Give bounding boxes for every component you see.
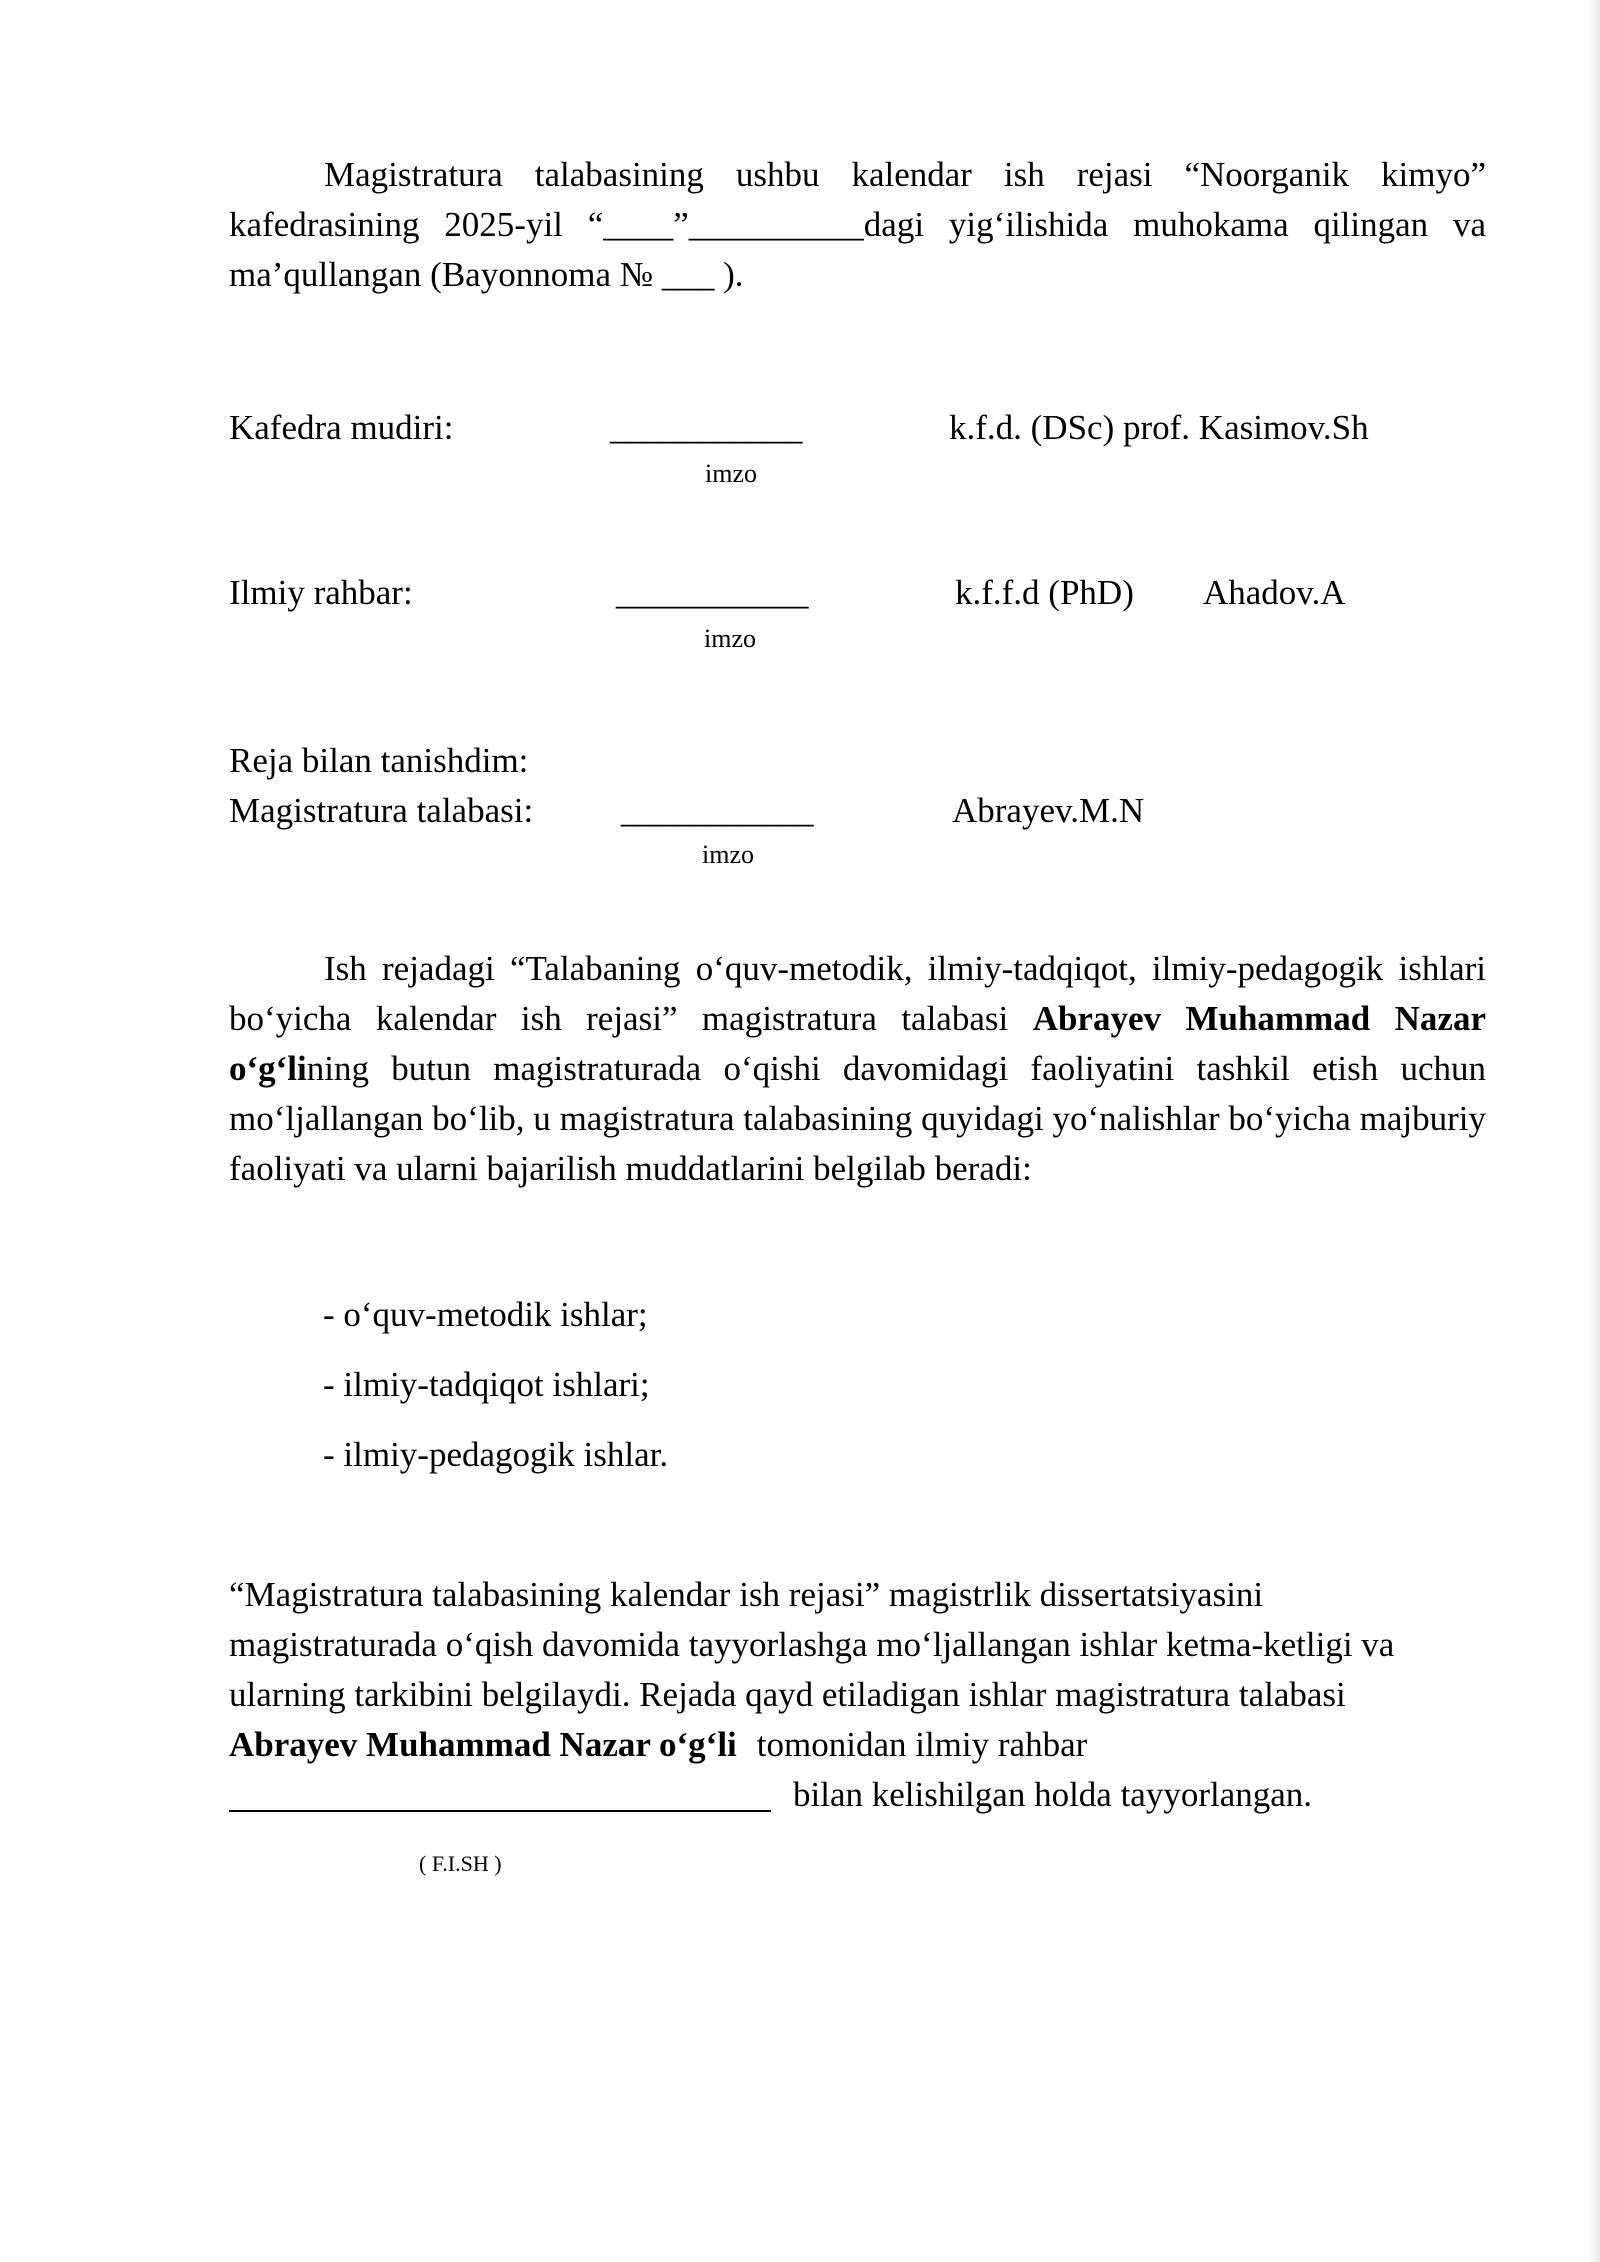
signature-title-supervisor: k.f.f.d (PhD) (955, 573, 1134, 612)
intro-line-3 (229, 250, 744, 300)
signature-label-student: Magistratura talabasi: (229, 791, 534, 830)
closing-line-5: bilan kelishilgan holda tayyorlangan. (793, 1775, 1313, 1814)
day-blank: ____ (603, 205, 674, 244)
signature-title-student: Abrayev.M.N (952, 791, 1145, 830)
protocol-number-blank: ___ (661, 255, 715, 294)
list-item-3: - ilmiy-pedagogik ishlar. (323, 1435, 669, 1474)
closing-line-4-rest: tomonidan ilmiy rahbar (756, 1725, 1088, 1764)
student-full-name: Abrayev Muhammad Nazar o‘g‘li (229, 999, 1486, 1088)
plan-description-paragraph (229, 944, 1486, 1194)
closing-line-3: ularning tarkibini belgilaydi. Rejada qayd etiladigan ishlar magistratura talabasi (229, 1675, 1346, 1714)
signature-caption-department-head: imzo (705, 459, 757, 488)
closing-line-1: “Magistratura talabasining kalendar ish rejasi” magistrlik dissertatsiyasini (229, 1575, 1264, 1614)
fish-caption: ( F.I.SH ) (419, 1851, 502, 1876)
signature-caption-supervisor: imzo (704, 624, 756, 653)
closing-line-4 (229, 1720, 1087, 1770)
signature-line-supervisor: ___________ (616, 573, 809, 612)
intro-line-3-a: ma’qullangan (Bayonnoma № (229, 255, 662, 294)
intro-line-3-b: ). (714, 255, 744, 294)
closing-line-2: magistraturada o‘qish davomida tayyorlashga mo‘ljallangan ishlar ketma-ketligi va (229, 1625, 1395, 1664)
intro-line-2-b: ” (673, 205, 689, 244)
intro-line-2 (229, 200, 1486, 250)
signature-caption-student: imzo (702, 840, 754, 869)
intro-line-2-a: kafedrasining 2025-yil “ (229, 205, 604, 244)
signature-label-department-head: Kafedra mudiri: (229, 408, 454, 447)
list-item-1: - o‘quv-metodik ishlar; (323, 1295, 648, 1334)
intro-line-2-c: dagi yig‘ilishida muhokama qilingan va (863, 205, 1486, 244)
signature-line-student: ___________ (621, 791, 814, 830)
signature-name-supervisor: Ahadov.A (1203, 573, 1346, 612)
intro-line-1: Magistratura talabasining ushbu kalendar ish rejasi “Noorganik kimyo” (324, 155, 1486, 194)
closing-student-name: Abrayev Muhammad Nazar o‘g‘li (229, 1725, 737, 1764)
list-item-2: - ilmiy-tadqiqot ishlari; (323, 1365, 650, 1404)
month-blank: __________ (688, 205, 864, 244)
supervisor-name-blank-line (229, 1810, 771, 1812)
plan-description-b: ning butun magistraturada o‘qishi davomidagi faoliyatini tashkil etish uchun mo‘ljallangan bo‘lib, u magistratura talabasining quyidagi yo‘nalishlar bo‘yicha majburiy faoliyati va ularni bajarilish muddatlarini belgilab beradi: (229, 1049, 1486, 1188)
plan-acknowledged-label: Reja bilan tanishdim: (229, 741, 529, 780)
plan-description-a: Ish rejadagi “Talabaning o‘quv-metodik, ilmiy-tadqiqot, ilmiy-pedagogik ishlari bo‘yicha kalendar ish rejasi” magistratura talabasi (229, 949, 1486, 1038)
page-edge-shadow (1588, 0, 1600, 2262)
signature-line-department-head: ___________ (610, 408, 803, 447)
signature-title-department-head: k.f.d. (DSc) prof. Kasimov.Sh (949, 408, 1369, 447)
signature-label-supervisor: Ilmiy rahbar: (229, 573, 413, 612)
